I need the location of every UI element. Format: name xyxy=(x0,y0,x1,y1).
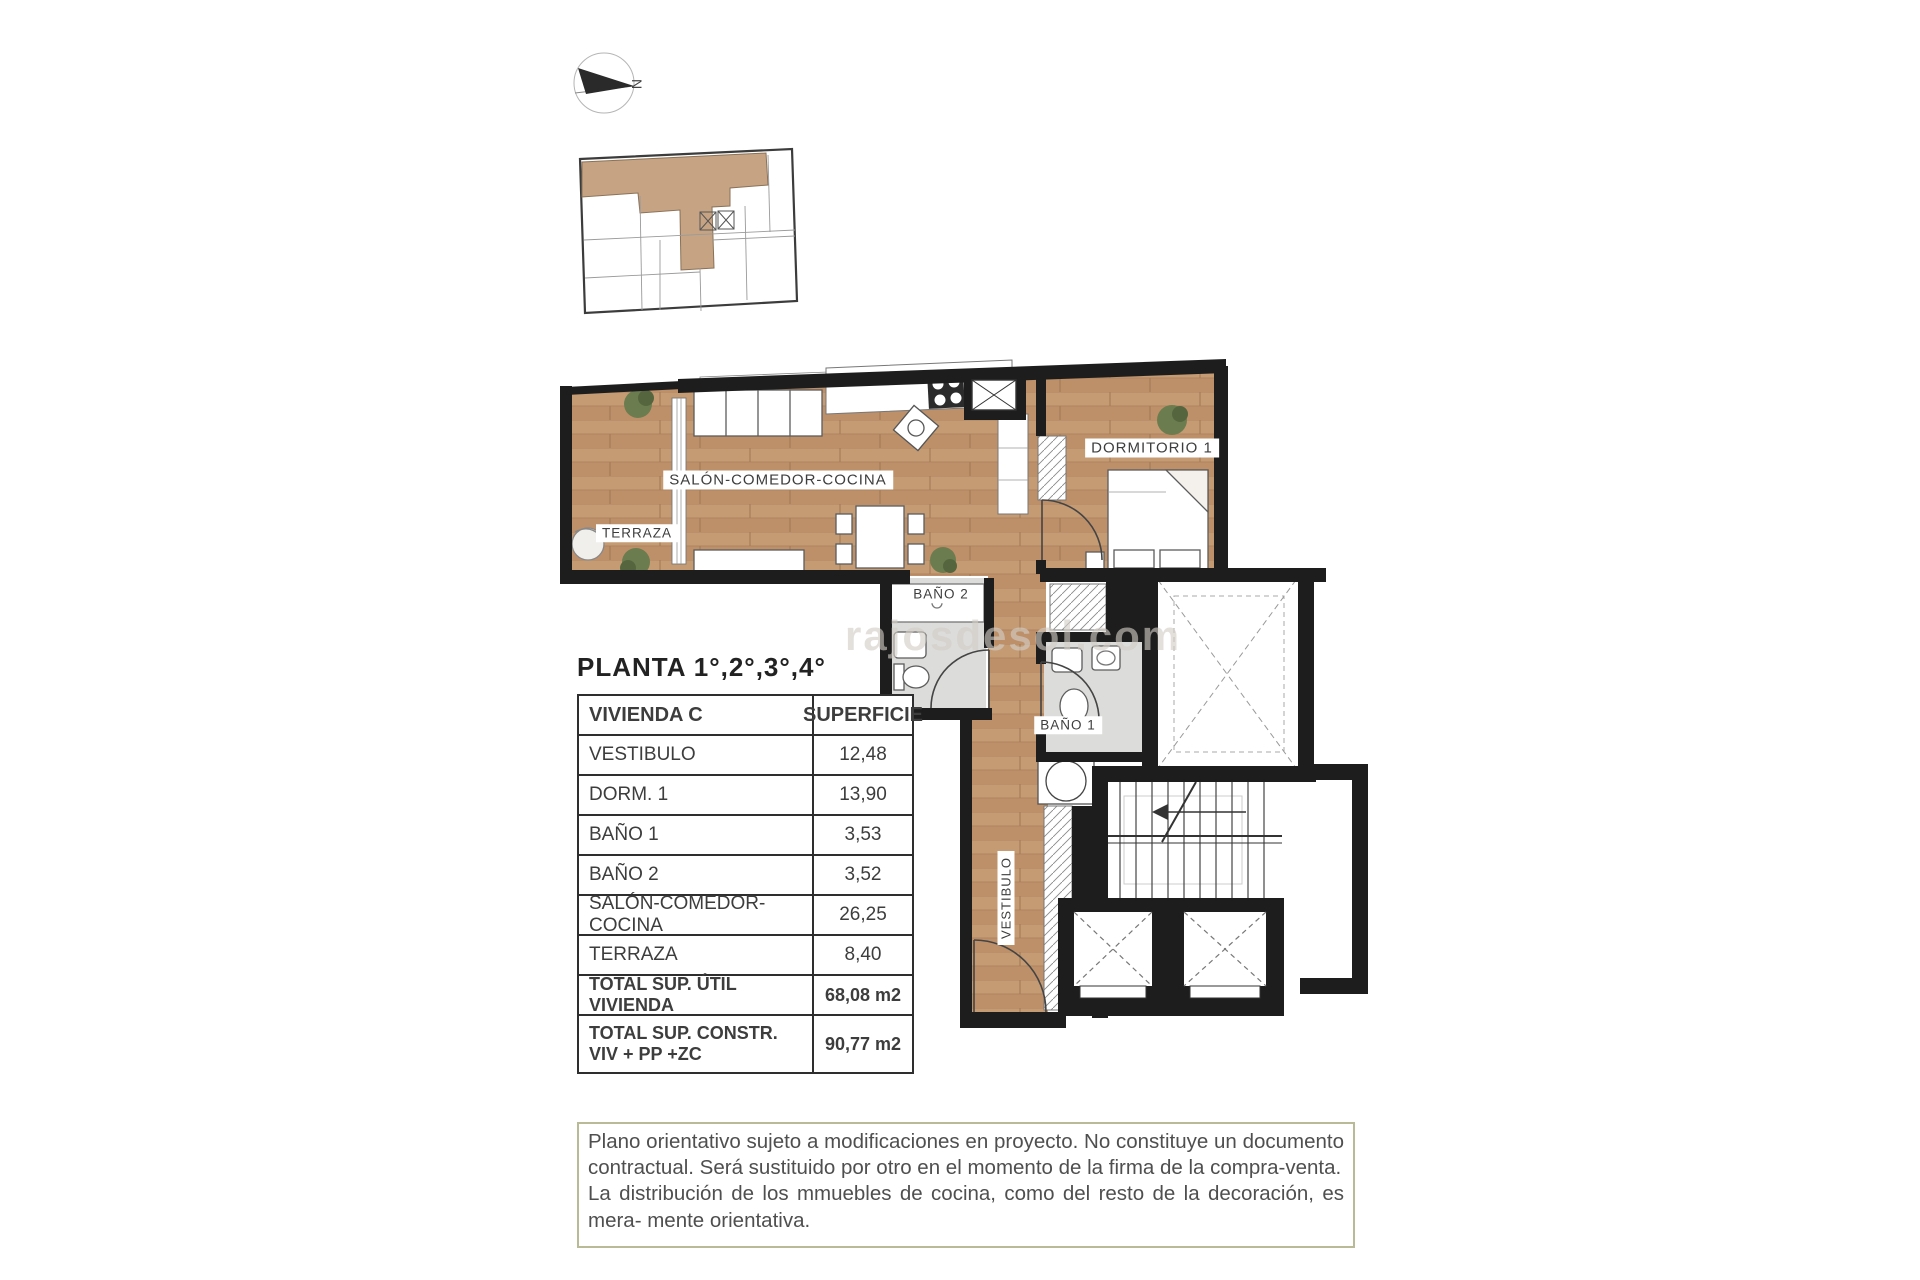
table-row xyxy=(579,734,912,774)
row-value: 3,53 xyxy=(844,824,882,845)
total-label xyxy=(579,1016,814,1072)
table-row xyxy=(579,814,912,854)
planta-title: PLANTA 1°,2°,3°,4° xyxy=(577,652,826,682)
sofa xyxy=(694,390,822,436)
compass-icon xyxy=(574,53,634,113)
disclaimer-box xyxy=(577,1122,1355,1248)
row-label: BAÑO 1 xyxy=(579,816,814,854)
disclaimer-paragraph-1: Plano orientativo sujeto a modificaciones en proyecto. No constituye un documento contractual. Será sustituido por otro en el momento de la firma de la compra-venta. xyxy=(588,1130,1344,1180)
stairs-group xyxy=(1106,780,1282,902)
room-label-salon: SALÓN-COMEDOR-COCINA xyxy=(663,471,893,490)
row-value: 8,40 xyxy=(844,944,882,965)
shaft-room xyxy=(1156,578,1302,770)
table-row xyxy=(579,894,912,934)
total-label-line1: TOTAL SUP. CONSTR. xyxy=(589,1023,778,1044)
row-label: BAÑO 2 xyxy=(579,856,814,894)
table-header-vivienda: VIVIENDA C xyxy=(579,696,814,734)
table-header-row xyxy=(579,696,924,734)
table-row xyxy=(579,774,912,814)
room-label-vestibulo: VESTIBULO xyxy=(998,851,1015,945)
row-label: SALÓN-COMEDOR-COCINA xyxy=(579,896,814,934)
table-row xyxy=(579,934,912,974)
table-row xyxy=(579,854,912,894)
total-value: 90,77 m2 xyxy=(824,1033,902,1054)
area-table xyxy=(577,694,924,1074)
water-heater xyxy=(1038,758,1094,804)
table-row-total-constr xyxy=(579,1014,912,1072)
row-label: VESTIBULO xyxy=(579,736,814,774)
bath1-sink xyxy=(1092,646,1120,670)
row-label: DORM. 1 xyxy=(579,776,814,814)
vent-shaft xyxy=(972,380,1016,410)
total-label-line2: VIV + PP +ZC xyxy=(589,1044,702,1064)
disclaimer-paragraph-2: La distribución de los mmuebles de cocina, como del resto de la decoración, es mera- mente orientativa. xyxy=(588,1182,1344,1232)
room-label-dormitorio1: DORMITORIO 1 xyxy=(1085,439,1219,458)
row-value: 13,90 xyxy=(839,784,887,805)
room-label-bano1: BAÑO 1 xyxy=(1034,716,1102,734)
compass-needle xyxy=(578,68,634,94)
row-value: 12,48 xyxy=(839,744,887,765)
bath2-toilet xyxy=(894,664,929,690)
table-header-superficie: SUPERFICIE xyxy=(802,703,924,726)
row-label: TERRAZA xyxy=(579,936,814,974)
room-label-terraza: TERRAZA xyxy=(596,524,678,542)
total-value: 68,08 m2 xyxy=(824,984,902,1005)
bath2-sink xyxy=(894,632,926,658)
row-value: 26,25 xyxy=(839,904,887,925)
watermark: rajosdesol.com xyxy=(845,612,1182,659)
room-label-bano2: BAÑO 2 xyxy=(907,585,975,603)
total-label: TOTAL SUP. ÚTIL VIVIENDA xyxy=(579,976,814,1014)
row-value: 3,52 xyxy=(844,864,882,885)
table-row-total-util xyxy=(579,974,912,1014)
key-plan xyxy=(580,149,797,313)
compass-north-label: N xyxy=(629,78,646,90)
